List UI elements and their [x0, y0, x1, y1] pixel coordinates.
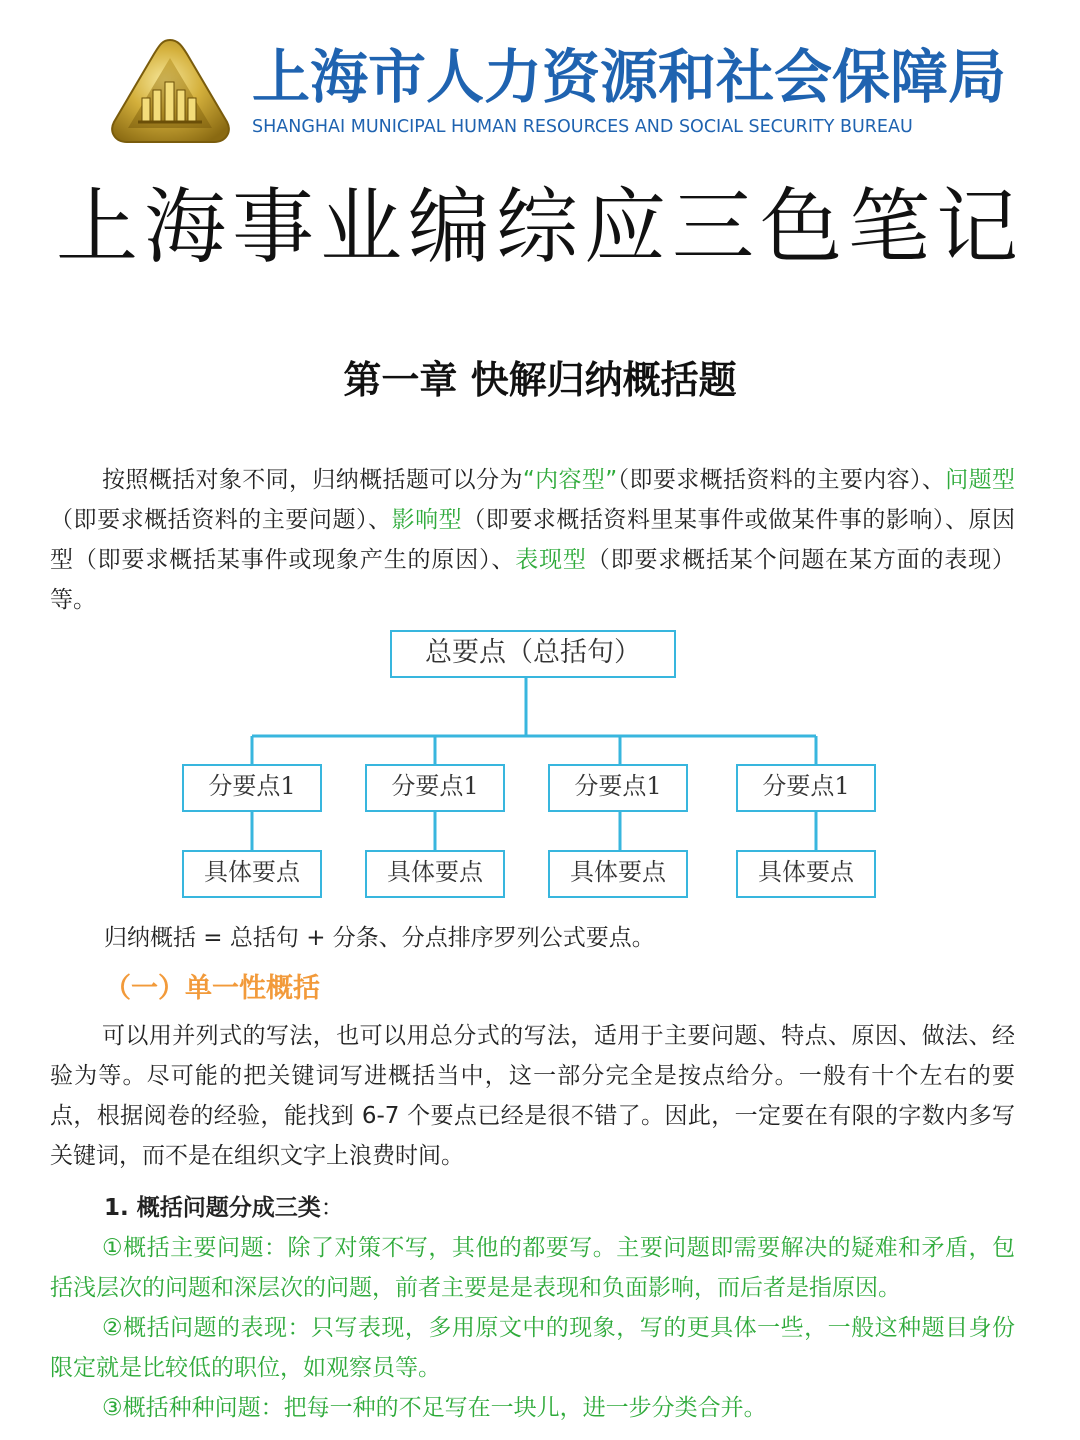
list-item: ①概括主要问题：除了对策不写，其他的都要写。主要问题即需要解决的疑难和矛盾，包括浅层次的问题和深层次的问题，前者主要是是表现和负面影响，而后者是指原因。	[50, 1235, 1015, 1301]
diagram-main-point: 总要点（总括句）	[390, 630, 676, 678]
document-title: 上海事业编综应三色笔记	[55, 180, 1024, 275]
diagram-sub-point: 分要点1	[548, 764, 688, 812]
summary-structure-diagram	[0, 620, 1080, 910]
list-item: ②概括问题的表现：只写表现，多用原文中的现象，写的更具体一些，一般这种题目身份限定就是比较低的职位，如观察员等。	[50, 1315, 1015, 1381]
type-problem: 问题型	[945, 467, 1016, 493]
diagram-sub-point: 分要点1	[365, 764, 505, 812]
intro-text: （即要求概括资料的主要问题）、	[50, 507, 392, 533]
bureau-emblem-icon	[108, 36, 233, 148]
sub-heading	[104, 1188, 344, 1228]
intro-text: （即要求概括资料的主要内容）、	[617, 467, 946, 493]
list-item: ③概括种种问题：把每一种的不足写在一块儿，进一步分类合并。	[102, 1395, 767, 1421]
type-manifestation: 表现型	[515, 547, 587, 573]
section-heading: （一）单一性概括	[104, 973, 320, 1004]
chapter-title: 第一章 快解归纳概括题	[343, 358, 737, 402]
intro-text: 按照概括对象不同，归纳概括题可以分为	[102, 467, 523, 493]
type-content: “内容型”	[522, 467, 618, 493]
intro-text: （即要求概括某个问题在某方面的表现）等。	[50, 547, 1016, 613]
intro-text: （即要求概括资料里某事件或做某件事的影响）、原因型（即要求概括某事件或现象产生的原因）、	[50, 507, 1016, 573]
section-paragraph: 可以用并列式的写法，也可以用总分式的写法，适用于主要问题、特点、原因、做法、经验为等。尽可能的把关键词写进概括当中，这一部分完全是按点给分。一般有十个左右的要点，根据阅卷的经验，能找到 6-7 个要点已经是很不错了。因此，一定要在有限的字数内多写关键词，而不是在组织文字上浪费时间。	[50, 1023, 1015, 1169]
formula-text: 归纳概括 = 总括句 + 分条、分点排序罗列公式要点。	[104, 925, 655, 951]
diagram-detail-point: 具体要点	[182, 850, 322, 898]
diagram-detail-point: 具体要点	[736, 850, 876, 898]
diagram-sub-point: 分要点1	[736, 764, 876, 812]
diagram-sub-point: 分要点1	[182, 764, 322, 812]
diagram-detail-point: 具体要点	[365, 850, 505, 898]
diagram-detail-point: 具体要点	[548, 850, 688, 898]
bureau-name-english: SHANGHAI MUNICIPAL HUMAN RESOURCES AND SOCIAL SECURITY BUREAU	[252, 117, 913, 137]
sub-heading-text: 1. 概括问题分成三类	[104, 1195, 321, 1221]
bureau-name-chinese: 上海市人力资源和社会保障局	[252, 43, 1007, 111]
intro-paragraph	[50, 460, 1015, 620]
type-impact: 影响型	[391, 507, 463, 533]
sub-heading-colon: ：	[320, 1195, 344, 1221]
